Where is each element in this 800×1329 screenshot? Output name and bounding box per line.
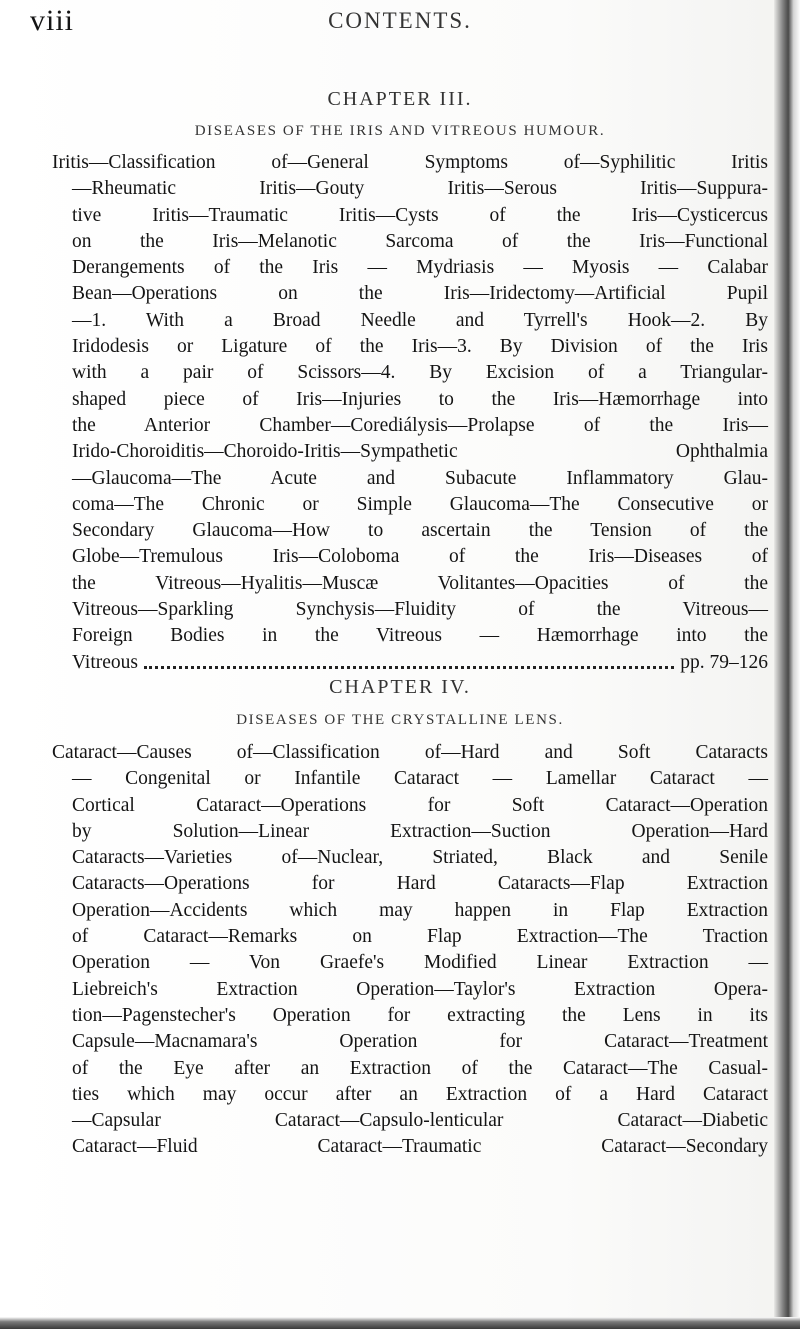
- summary-line: —Rheumatic Iritis—Gouty Iritis—Serous Iritis—Suppura-: [72, 178, 768, 200]
- summary-line: Irido-Choroiditis—Choroido-Iritis—Sympathetic Ophthalmia: [72, 441, 768, 463]
- summary-last-line: [72, 650, 768, 676]
- summary-line: Iridodesis or Ligature of the Iris—3. By Division of the Iris: [72, 336, 768, 358]
- summary-line: Cataract—Fluid Cataract—Traumatic Cataract—Secondary: [72, 1136, 768, 1158]
- summary-line: Secondary Glaucoma—How to ascertain the Tension of the: [72, 520, 768, 542]
- page-edge-shadow: [774, 0, 800, 1329]
- summary-line: ties which may occur after an Extraction of a Hard Cataract: [72, 1083, 768, 1105]
- summary-line: Cataracts—Operations for Hard Cataracts—Flap Extraction: [72, 873, 768, 895]
- summary-line: Cataracts—Varieties of—Nuclear, Striated, Black and Senile: [72, 847, 768, 869]
- running-head: CONTENTS.: [328, 8, 472, 33]
- summary-line: the Anterior Chamber—Corediálysis—Prolapse of the Iris—: [72, 414, 768, 436]
- page-header: [0, 4, 800, 44]
- chapter-summary: [52, 740, 768, 1161]
- summary-line: Cortical Cataract—Operations for Soft Cataract—Operation: [72, 794, 768, 816]
- summary-line: —Glaucoma—The Acute and Subacute Inflammatory Glau-: [72, 467, 768, 489]
- summary-line: Globe—Tremulous Iris—Coloboma of the Iris—Diseases of: [72, 546, 768, 568]
- summary-line: —Capsular Cataract—Capsulo-lenticular Cataract—Diabetic: [72, 1110, 768, 1132]
- summary-line: Operation — Von Graefe's Modified Linear Extraction —: [72, 952, 768, 974]
- summary-line: tion—Pagenstecher's Operation for extracting the Lens in its: [72, 1004, 768, 1026]
- chapter-summary: [52, 150, 768, 676]
- page-bottom-shadow: [0, 1317, 800, 1329]
- summary-line: Capsule—Macnamara's Operation for Cataract—Treatment: [72, 1031, 768, 1053]
- page-number: viii: [30, 4, 75, 37]
- summary-line: Foreign Bodies in the Vitreous — Hæmorrhage into the: [72, 625, 768, 647]
- summary-line: of Cataract—Remarks on Flap Extraction—The Traction: [72, 926, 768, 948]
- summary-line: Operation—Accidents which may happen in Flap Extraction: [72, 899, 768, 921]
- summary-line: Vitreous: [72, 651, 138, 673]
- chapter-heading: CHAPTER IV.: [329, 676, 471, 698]
- summary-line: by Solution—Linear Extraction—Suction Operation—Hard: [72, 820, 768, 842]
- chapter-subject: DISEASES OF THE IRIS AND VITREOUS HUMOUR.: [194, 123, 606, 139]
- summary-line: of the Eye after an Extraction of the Cataract—The Casual-: [72, 1057, 768, 1079]
- summary-line: Cataract—Causes of—Classification of—Hard and Soft Cataracts: [52, 742, 768, 763]
- chapter-subject: DISEASES OF THE CRYSTALLINE LENS.: [236, 712, 564, 728]
- summary-line: shaped piece of Iris—Injuries to the Iris—Hæmorrhage into: [72, 388, 768, 410]
- summary-line: —1. With a Broad Needle and Tyrrell's Hook—2. By: [72, 309, 768, 331]
- dot-leader: [144, 650, 674, 669]
- summary-line: tive Iritis—Traumatic Iritis—Cysts of the Iris—Cysticercus: [72, 204, 768, 226]
- summary-line: coma—The Chronic or Simple Glaucoma—The Consecutive or: [72, 493, 768, 515]
- summary-line: the Vitreous—Hyalitis—Muscæ Volitantes—Opacities of the: [72, 572, 768, 594]
- summary-line: Liebreich's Extraction Operation—Taylor's Extraction Opera-: [72, 978, 768, 1000]
- summary-line: Iritis—Classification of—General Symptoms of—Syphilitic Iritis: [52, 152, 768, 173]
- summary-line: Vitreous—Sparkling Synchysis—Fluidity of the Vitreous—: [72, 599, 768, 621]
- page-range: pp. 79–126: [680, 651, 768, 673]
- summary-line: on the Iris—Melanotic Sarcoma of the Iris—Functional: [72, 230, 768, 252]
- summary-line: with a pair of Scissors—4. By Excision of a Triangular-: [72, 362, 768, 384]
- summary-line: Bean—Operations on the Iris—Iridectomy—Artificial Pupil: [72, 283, 768, 305]
- summary-line: Derangements of the Iris — Mydriasis — Myosis — Calabar: [72, 257, 768, 279]
- summary-line: — Congenital or Infantile Cataract — Lamellar Cataract —: [72, 768, 768, 790]
- chapter-heading: CHAPTER III.: [327, 88, 473, 110]
